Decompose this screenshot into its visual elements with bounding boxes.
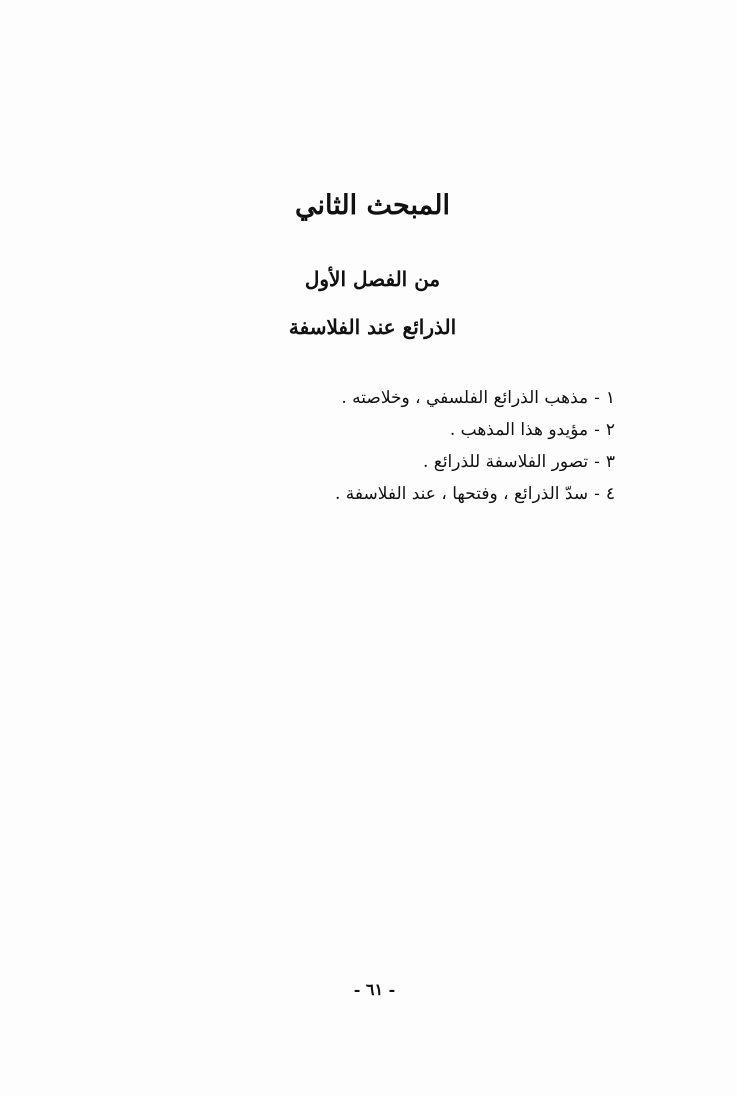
item-number: ٣ bbox=[605, 452, 615, 472]
list-item bbox=[195, 414, 615, 446]
item-text: سدّ الذرائع ، وفتحها ، عند الفلاسفة . bbox=[334, 484, 589, 504]
item-number: ١ bbox=[605, 388, 615, 408]
list-item bbox=[195, 382, 615, 414]
item-separator: - bbox=[594, 484, 600, 504]
item-separator: - bbox=[594, 388, 600, 408]
subject-line: الذرائع عند الفلاسفة bbox=[288, 315, 457, 339]
page-number: - ٦١ - bbox=[353, 980, 396, 999]
item-text: تصور الفلاسفة للذرائع . bbox=[422, 452, 589, 472]
list-item bbox=[195, 478, 615, 510]
section-title: المبحث الثاني bbox=[295, 190, 450, 221]
topics-list bbox=[195, 382, 615, 510]
item-text: مذهب الذرائع الفلسفي ، وخلاصته . bbox=[341, 388, 589, 408]
list-item bbox=[195, 446, 615, 478]
item-text: مؤيدو هذا المذهب . bbox=[449, 420, 589, 440]
item-separator: - bbox=[594, 452, 600, 472]
item-number: ٤ bbox=[605, 484, 615, 504]
chapter-line: من الفصل الأول bbox=[304, 267, 441, 291]
item-separator: - bbox=[594, 420, 600, 440]
item-number: ٢ bbox=[605, 420, 615, 440]
